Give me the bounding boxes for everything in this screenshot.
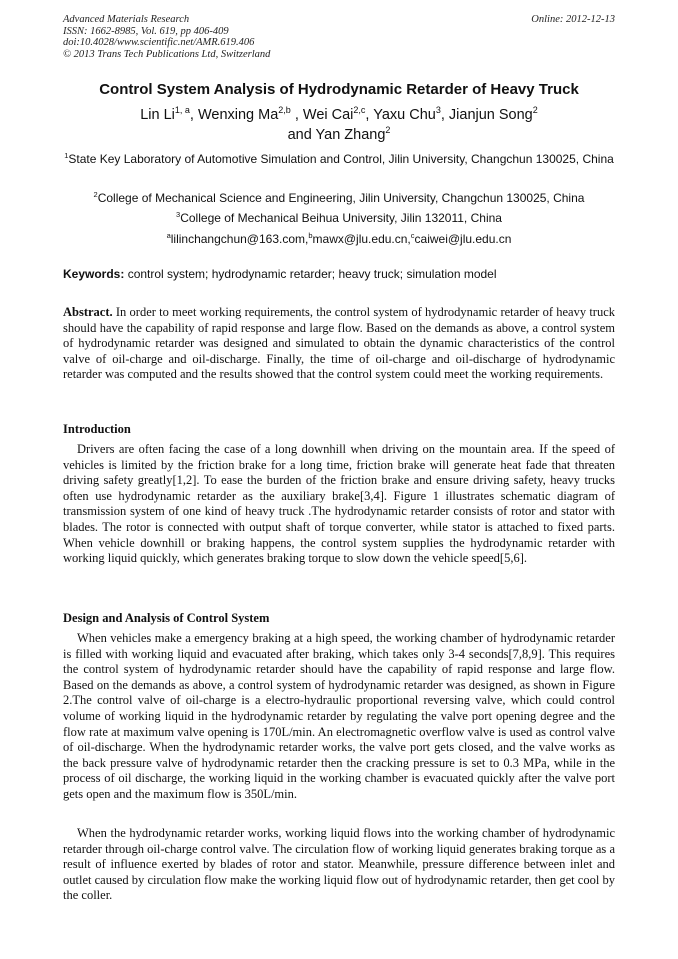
- abstract-text: In order to meet working requirements, the control system of hydrodynamic retarder of heavy truck should have the capability of rapid response and large flow. Based on the demands as above, a control system of hydrodynamic retarder was designed and simulated to obtain the dynamic characteristics of the control valve of oil-charge and oil-discharge. Finally, the time of oil-charge and oil-discharge of hydrodynamic retarder was computed and the results showed that the control system could meet the working requirements.: [63, 305, 615, 382]
- email-c: caiwei@jlu.edu.cn: [414, 232, 512, 246]
- publication-header: [63, 14, 615, 60]
- design-paragraph-2: When the hydrodynamic retarder works, working liquid flows into the working chamber of hydrodynamic retarder through oil-charge control valve. The circulation flow of working liquid generates braking torque as a result of influence exerted by blades of rotor and stator. Meanwhile, pressure difference between inlet and outlet caused by circulation flow make the working liquid flow out of hydrodynamic retarder, then get cool by the coller.: [63, 826, 615, 903]
- author-name: Yan Zhang: [315, 127, 386, 143]
- author-sup: 2,c: [353, 105, 366, 115]
- affiliation-3: $^3$College of Mechanical Beihua University, Jilin 132011, China: [176, 210, 502, 225]
- author-sup: 2,b: [278, 105, 291, 115]
- author-sup: 1, a: [174, 105, 190, 115]
- introduction-paragraph: Drivers are often facing the case of a long downhill when driving on the mountain area. If the speed of vehicles is limited by the friction brake for a long time, friction brake will generate heat fade that threaten driving safety greatly[1,2]. To ease the burden of the friction brake and ensure driving safety, heavy trucks often use hydrodynamic retarder as the auxiliary brake[3,4]. Figure 1 illustrates schematic diagram of transmission system of one kind of heavy truck .The hydrodynamic retarder consists of rotor and stator with blades. The rotor is connected with output shaft of torque converter, while stator is attached to fixed parts. When vehicle downhill or braking happens, the control system supplies the hydrodynamic retarder with working liquid quickly, which generates braking torque to slow down the vehicle speed[5,6].: [63, 442, 615, 566]
- author-sup: 2: [532, 105, 538, 115]
- abstract-label: Abstract.: [63, 305, 113, 319]
- issn-line: ISSN: 1662-8985, Vol. 619, pp 406-409: [63, 25, 229, 37]
- author-name: Jianjun Song: [448, 107, 533, 123]
- author-list: [60, 105, 618, 145]
- design-paragraph-1: When vehicles make a emergency braking at a high speed, the working chamber of hydrodynamic retarder is filled with working liquid and evacuated after braking, which takes only 3-4 seconds[7,8,9]. This requires the control system of hydrodynamic retarder should have the capability of rapid response and large flow. Based on the demands as above, a control system of hydrodynamic retarder was designed, as shown in Figure 2.The control valve of oil-charge is a electro-hydraulic proportional reversing valve, which could control volume of working liquid in the hydrodynamic retarder by regulating the valve port opening degree and the flow rate at maximum valve opening is 170L/min. An electromagnetic overflow valve is used as control valve of oil-discharge. When the hydrodynamic retarder works, the valve port gets closed, and the valve works as the back pressure valve of hydrodynamic retarder then the cracking pressure is set to 0.3 MPa, while in the process of oil discharge, the working liquid in the working chamber is evacuated quickly after the valve port gets open and the maximum flow is 350L/min.: [63, 631, 615, 801]
- abstract: [63, 305, 615, 383]
- email-b: mawx@jlu.edu.cn,: [312, 232, 411, 246]
- author-name: Yaxu Chu: [373, 107, 436, 123]
- online-date: Online: 2012-12-13: [531, 14, 615, 25]
- keywords-text: control system; hydrodynamic retarder; heavy truck; simulation model: [124, 267, 497, 281]
- author-line-2: and Yan Zhang$^2$: [287, 125, 391, 143]
- keywords-label: Keywords:: [63, 267, 125, 281]
- copyright-line: © 2013 Trans Tech Publications Ltd, Switzerland: [63, 48, 271, 60]
- journal-name: Advanced Materials Research: [63, 14, 190, 25]
- author-name: Wei Cai: [302, 107, 354, 123]
- email-a: lilinchangchun@163.com,: [170, 232, 309, 246]
- paper-title: Control System Analysis of Hydrodynamic Retarder of Heavy Truck: [99, 81, 579, 98]
- email-line: $^a$lilinchangchun@163.com,$^b$mawx@jlu.edu.cn,$^c$caiwei@jlu.edu.cn: [166, 231, 512, 246]
- affiliation-1: $^1$State Key Laboratory of Automotive Simulation and Control, Jilin University, Changchun 130025, China: [64, 151, 614, 166]
- doi-line: doi:10.4028/www.scientific.net/AMR.619.406: [63, 37, 255, 48]
- section-heading-design: Design and Analysis of Control System: [63, 611, 270, 625]
- affiliation-2: $^2$College of Mechanical Science and Engineering, Jilin University, Changchun 130025, China: [93, 190, 585, 205]
- author-sup: 2: [385, 125, 391, 135]
- section-heading-introduction: Introduction: [63, 422, 131, 436]
- author-line-1: Lin Li$^{1, a}$, Wenxing Ma$^{2,b}$ , Wei Cai$^{2,c}$, Yaxu Chu$^3$, Jianjun Song$^2$: [140, 105, 538, 123]
- author-name: Lin Li: [140, 107, 175, 123]
- author-sup: 3: [435, 105, 441, 115]
- author-name: Wenxing Ma: [197, 107, 279, 123]
- keywords: [63, 267, 615, 282]
